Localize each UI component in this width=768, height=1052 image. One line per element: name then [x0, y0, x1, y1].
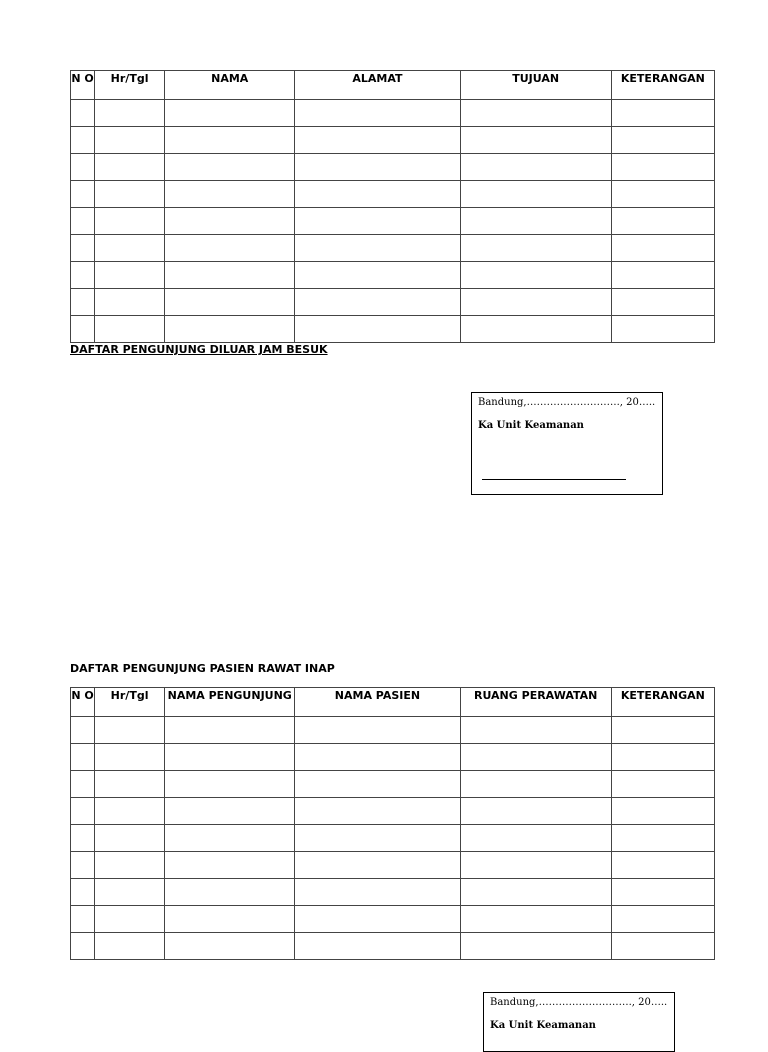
table-cell: [611, 154, 714, 181]
table-cell: [295, 717, 460, 744]
signature-title: Ka Unit Keamanan: [490, 1020, 596, 1031]
table-cell: [611, 933, 714, 960]
table-cell: [295, 181, 460, 208]
table-row: [71, 798, 715, 825]
header-date: Hr/Tgl: [95, 71, 165, 100]
table-cell: [460, 316, 611, 343]
table-row: [71, 825, 715, 852]
table-cell: [165, 771, 295, 798]
table-cell: [611, 100, 714, 127]
table-cell: [95, 181, 165, 208]
table-cell: [71, 208, 95, 235]
table-cell: [295, 744, 460, 771]
table-row: [71, 771, 715, 798]
table-cell: [165, 879, 295, 906]
signature-box: [483, 992, 675, 1052]
table-cell: [295, 798, 460, 825]
signature-place-date: Bandung,………………………., 20…..: [478, 397, 656, 408]
table-row: [71, 100, 715, 127]
table-cell: [611, 127, 714, 154]
table-cell: [165, 154, 295, 181]
table-body: [71, 100, 715, 343]
table-cell: [460, 933, 611, 960]
table-cell: [95, 933, 165, 960]
table-cell: [611, 316, 714, 343]
table-cell: [71, 181, 95, 208]
table-cell: [165, 100, 295, 127]
table-cell: [95, 717, 165, 744]
section-title-outside-hours: DAFTAR PENGUNJUNG DILUAR JAM BESUK: [70, 343, 328, 356]
header-no: N O: [71, 71, 95, 100]
table-cell: [71, 235, 95, 262]
table-cell: [165, 262, 295, 289]
table-cell: [295, 906, 460, 933]
table-cell: [165, 825, 295, 852]
table-row: [71, 906, 715, 933]
table-row: [71, 316, 715, 343]
table-cell: [611, 262, 714, 289]
visitor-table-outside-hours: [70, 70, 715, 343]
table-cell: [95, 100, 165, 127]
table-cell: [95, 316, 165, 343]
table-cell: [95, 208, 165, 235]
table-cell: [460, 235, 611, 262]
table-cell: [95, 852, 165, 879]
table-cell: [611, 181, 714, 208]
table-cell: [165, 289, 295, 316]
table-cell: [295, 127, 460, 154]
table-row: [71, 262, 715, 289]
table-row: [71, 181, 715, 208]
table-body: [71, 717, 715, 960]
table-cell: [95, 825, 165, 852]
table-cell: [295, 100, 460, 127]
visitor-table-inpatient: [70, 687, 715, 960]
table-header-row: [71, 71, 715, 100]
table-cell: [165, 933, 295, 960]
table-cell: [460, 127, 611, 154]
table-cell: [460, 717, 611, 744]
table-row: [71, 235, 715, 262]
table-cell: [295, 825, 460, 852]
table-cell: [460, 181, 611, 208]
table-cell: [71, 906, 95, 933]
table-cell: [95, 154, 165, 181]
table-cell: [95, 879, 165, 906]
header-date: Hr/Tgl: [95, 688, 165, 717]
table-cell: [295, 262, 460, 289]
table-cell: [460, 906, 611, 933]
table-cell: [460, 771, 611, 798]
table-row: [71, 208, 715, 235]
table-cell: [611, 852, 714, 879]
section-title-inpatient: DAFTAR PENGUNJUNG PASIEN RAWAT INAP: [70, 662, 335, 675]
header-notes: KETERANGAN: [611, 688, 714, 717]
header-address: ALAMAT: [295, 71, 460, 100]
table-cell: [71, 744, 95, 771]
table-cell: [611, 771, 714, 798]
table-cell: [71, 316, 95, 343]
table-cell: [611, 208, 714, 235]
table-cell: [71, 717, 95, 744]
table-cell: [71, 262, 95, 289]
table-cell: [295, 235, 460, 262]
table-cell: [165, 906, 295, 933]
table-cell: [611, 744, 714, 771]
table-cell: [165, 717, 295, 744]
table-cell: [611, 798, 714, 825]
table-cell: [460, 798, 611, 825]
header-ward: RUANG PERAWATAN: [460, 688, 611, 717]
header-notes: KETERANGAN: [611, 71, 714, 100]
signature-place-date: Bandung,………………………., 20…..: [490, 997, 668, 1008]
table-cell: [71, 825, 95, 852]
table-cell: [95, 235, 165, 262]
table-cell: [71, 798, 95, 825]
table-cell: [460, 289, 611, 316]
table-cell: [460, 879, 611, 906]
table-row: [71, 852, 715, 879]
table-cell: [95, 798, 165, 825]
table-cell: [165, 235, 295, 262]
table-cell: [95, 127, 165, 154]
signature-box: [471, 392, 663, 495]
table-cell: [71, 771, 95, 798]
table-cell: [165, 852, 295, 879]
header-purpose: TUJUAN: [460, 71, 611, 100]
table-cell: [95, 771, 165, 798]
table-cell: [295, 289, 460, 316]
table-cell: [460, 154, 611, 181]
table-cell: [460, 262, 611, 289]
table-cell: [95, 906, 165, 933]
table-row: [71, 289, 715, 316]
table-cell: [611, 906, 714, 933]
table-row: [71, 933, 715, 960]
table-cell: [295, 852, 460, 879]
table-cell: [611, 717, 714, 744]
table-cell: [71, 154, 95, 181]
table-cell: [95, 262, 165, 289]
table-cell: [95, 744, 165, 771]
table-cell: [295, 879, 460, 906]
table-row: [71, 744, 715, 771]
table-cell: [165, 181, 295, 208]
table-cell: [295, 208, 460, 235]
table-cell: [71, 289, 95, 316]
table-cell: [295, 933, 460, 960]
table-cell: [71, 933, 95, 960]
table-row: [71, 717, 715, 744]
table-row: [71, 154, 715, 181]
table-cell: [165, 127, 295, 154]
table-header-row: [71, 688, 715, 717]
table-cell: [460, 744, 611, 771]
table-cell: [165, 744, 295, 771]
table-row: [71, 879, 715, 906]
table-cell: [295, 316, 460, 343]
table-cell: [611, 289, 714, 316]
signature-line: [482, 479, 626, 480]
table-cell: [71, 852, 95, 879]
table-cell: [460, 852, 611, 879]
table-cell: [460, 825, 611, 852]
header-no: N O: [71, 688, 95, 717]
table-cell: [460, 100, 611, 127]
table-cell: [460, 208, 611, 235]
table-cell: [95, 289, 165, 316]
header-visitor-name: NAMA PENGUNJUNG: [165, 688, 295, 717]
table-cell: [611, 235, 714, 262]
table-cell: [71, 100, 95, 127]
table-cell: [611, 825, 714, 852]
table-cell: [71, 879, 95, 906]
table-row: [71, 127, 715, 154]
table-cell: [295, 771, 460, 798]
table-cell: [165, 316, 295, 343]
header-name: NAMA: [165, 71, 295, 100]
table-cell: [165, 208, 295, 235]
header-patient-name: NAMA PASIEN: [295, 688, 460, 717]
table-cell: [295, 154, 460, 181]
table-cell: [165, 798, 295, 825]
table-cell: [71, 127, 95, 154]
table-cell: [611, 879, 714, 906]
signature-title: Ka Unit Keamanan: [478, 420, 584, 431]
